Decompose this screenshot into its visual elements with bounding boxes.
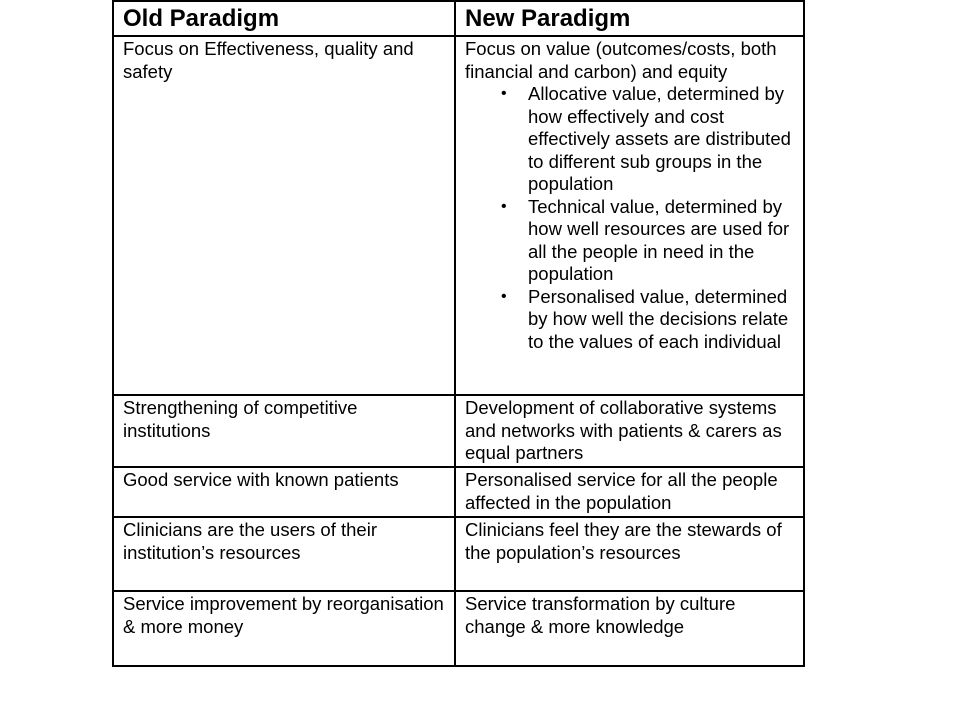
- list-item-text: Technical value, determined by how well resources are used for all the people in need in the population: [528, 195, 790, 284]
- list-item-text: Personalised value, determined by how well the decisions relate to the values of each individual: [528, 285, 789, 352]
- table-row: [113, 36, 804, 395]
- bullet-icon: •: [501, 85, 507, 102]
- new-paradigm-text: Focus on value (outcomes/costs, both financial and carbon) and equity: [465, 38, 777, 82]
- list-item: [501, 285, 795, 354]
- list-item: [501, 195, 795, 286]
- old-paradigm-cell: Clinicians are the users of their institution’s resources: [113, 517, 455, 591]
- old-paradigm-cell: Focus on Effectiveness, quality and safety: [113, 36, 455, 395]
- list-item: [501, 83, 795, 196]
- new-paradigm-cell: [455, 36, 804, 395]
- new-paradigm-cell: Clinicians feel they are the stewards of the population’s resources: [455, 517, 804, 591]
- new-paradigm-cell: Service transformation by culture change & more knowledge: [455, 591, 804, 666]
- table-row: [113, 395, 804, 467]
- old-paradigm-cell: Good service with known patients: [113, 467, 455, 517]
- bullet-icon: •: [501, 197, 507, 215]
- bullet-icon: •: [501, 287, 507, 305]
- table-row: [113, 467, 804, 517]
- paradigm-table: [112, 0, 805, 667]
- header-new-paradigm: New Paradigm: [455, 1, 804, 36]
- new-paradigm-cell: Personalised service for all the people affected in the population: [455, 467, 804, 517]
- table-header-row: [113, 1, 804, 36]
- new-paradigm-cell: Development of collaborative systems and networks with patients & carers as equal partners: [455, 395, 804, 467]
- old-paradigm-cell: Service improvement by reorganisation & more money: [113, 591, 455, 666]
- table-row: [113, 591, 804, 666]
- header-old-paradigm: Old Paradigm: [113, 1, 455, 36]
- table-row: [113, 517, 804, 591]
- old-paradigm-cell: Strengthening of competitive institutions: [113, 395, 455, 467]
- value-bullet-list: [465, 83, 795, 353]
- list-item-text: Allocative value, determined by how effectively and cost effectively assets are distributed to different sub groups in the population: [528, 83, 791, 194]
